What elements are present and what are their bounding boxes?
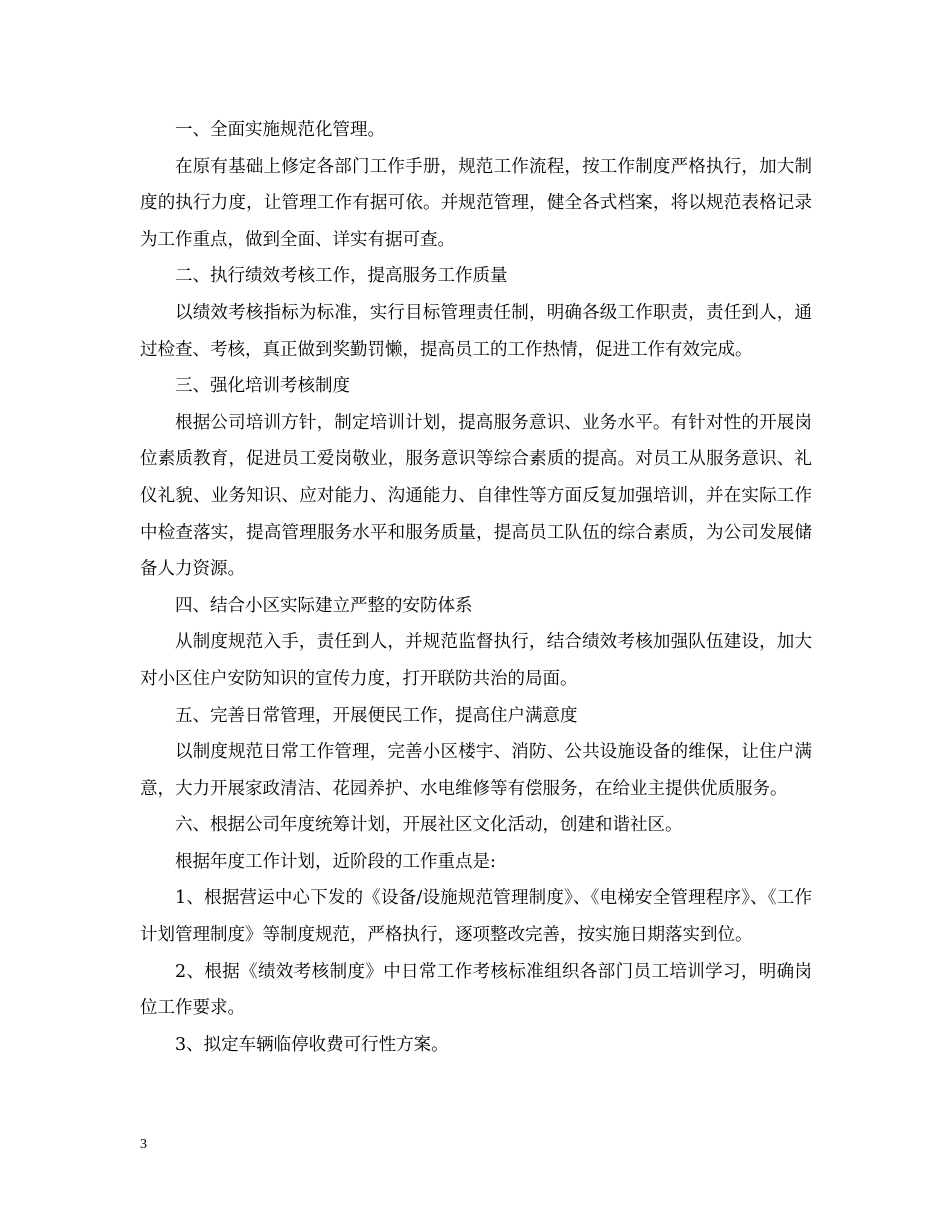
- heading-section-1: 一、全面实施规范化管理。: [175, 120, 385, 140]
- heading-section-2: 二、执行绩效考核工作，提高服务工作质量: [175, 266, 508, 287]
- page-number: 3: [140, 1137, 147, 1152]
- document-body: [140, 112, 812, 1063]
- list-item-3: 3、拟定车辆临停收费可行性方案。: [175, 1034, 449, 1055]
- paragraph-section-3: 根据公司培训方针，制定培训计划，提高服务意识、业务水平。有针对性的开展岗位素质教育，促进员工爱岗敬业，服务意识等综合素质的提高。对员工从服务意识、礼仪礼貌、业务知识、应对能力、沟通能力、自律性等方面反复加强培训，并在实际工作中检查落实，提高管理服务水平和服务质量，提高员工队伍的综合素质，为公司发展储备人力资源。: [140, 412, 812, 580]
- heading-section-6: 六、根据公司年度统筹计划，开展社区文化活动，创建和谐社区。: [175, 815, 683, 836]
- paragraph-section-1: 在原有基础上修定各部门工作手册，规范工作流程，按工作制度严格执行，加大制度的执行力度，让管理工作有据可依。并规范管理，健全各式档案，将以规范表格记录为工作重点，做到全面、详实有据可查。: [140, 156, 812, 250]
- list-item-2: 2、根据《绩效考核制度》中日常工作考核标准组织各部门员工培训学习，明确岗位工作要求。: [140, 961, 812, 1019]
- paragraph-section-5: 以制度规范日常工作管理，完善小区楼宇、消防、公共设施设备的维保，让住户满意，大力开展家政清洁、花园养护、水电维修等有偿服务，在给业主提供优质服务。: [140, 742, 812, 799]
- list-item-1: 1、根据营运中心下发的《设备/设施规范管理制度》、《电梯安全管理程序》、《工作计划管理制度》等制度规范，严格执行，逐项整改完善，按实施日期落实到位。: [140, 888, 812, 946]
- paragraph-work-focus-intro: 根据年度工作计划，近阶段的工作重点是:: [175, 851, 496, 872]
- paragraph-section-2: 以绩效考核指标为标准，实行目标管理责任制，明确各级工作职责，责任到人，通过检查、考核，真正做到奖勤罚懒，提高员工的工作热情，促进工作有效完成。: [140, 302, 812, 360]
- heading-section-3: 三、强化培训考核制度: [175, 376, 350, 397]
- paragraph-section-4: 从制度规范入手，责任到人，并规范监督执行，结合绩效考核加强队伍建设，加大对小区住户安防知识的宣传力度，打开联防共治的局面。: [140, 632, 812, 689]
- heading-section-5: 五、完善日常管理，开展便民工作，提高住户满意度: [175, 705, 578, 726]
- heading-section-4: 四、结合小区实际建立严整的安防体系: [175, 595, 473, 616]
